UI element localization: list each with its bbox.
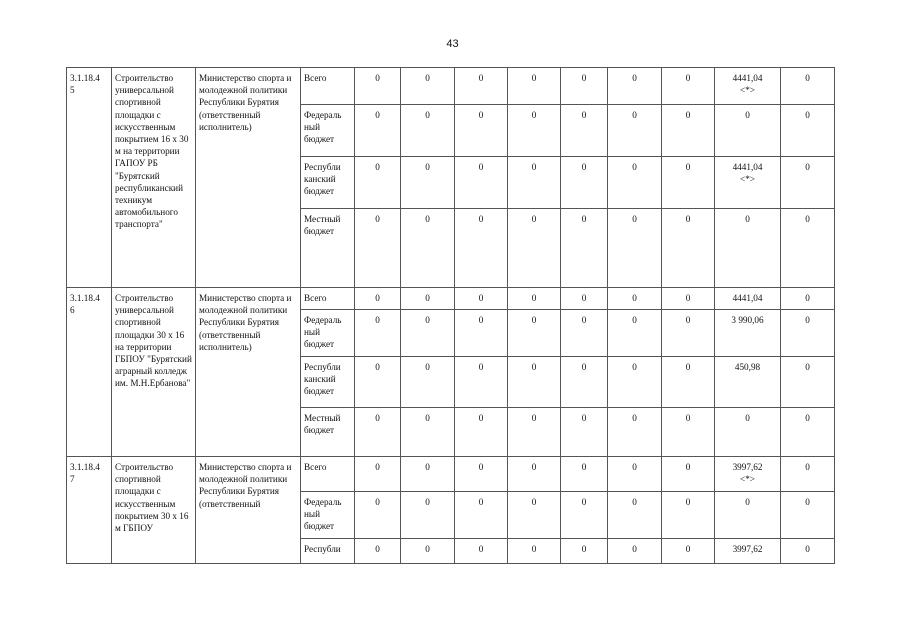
- budget-table: [66, 67, 835, 564]
- table-row: [67, 288, 835, 310]
- amount-cell: 0: [715, 408, 781, 457]
- amount-cell: 0: [401, 492, 455, 539]
- amount-cell: 0: [455, 539, 508, 564]
- funding-source: Республи канский бюджет: [301, 157, 355, 209]
- amount-cell: 0: [401, 209, 455, 288]
- amount-cell: 0: [508, 310, 561, 357]
- funding-source: Местный бюджет: [301, 209, 355, 288]
- funding-source: Всего: [301, 457, 355, 492]
- amount-cell: 0: [662, 457, 715, 492]
- amount-cell: 0: [401, 157, 455, 209]
- responsible-executor: Министерство спорта и молодежной политики Республики Бурятия (ответственный исполнитель): [196, 288, 301, 457]
- amount-cell: 0: [455, 157, 508, 209]
- funding-source: Федераль ный бюджет: [301, 105, 355, 157]
- table-row: [67, 457, 835, 492]
- amount-cell: 0: [715, 209, 781, 288]
- amount-cell: 0: [508, 288, 561, 310]
- amount-cell: 0: [561, 457, 608, 492]
- amount-cell: 0: [662, 209, 715, 288]
- funding-source: Республи канский бюджет: [301, 357, 355, 408]
- amount-cell: 0: [508, 68, 561, 105]
- measure-code: 3.1.18.4 7: [67, 457, 112, 564]
- responsible-executor: Министерство спорта и молодежной политики Республики Бурятия (ответственный исполнитель): [196, 68, 301, 288]
- amount-cell: 0: [662, 105, 715, 157]
- amount-cell: 0: [781, 105, 835, 157]
- responsible-executor: Министерство спорта и молодежной политики Республики Бурятия (ответственный: [196, 457, 301, 564]
- amount-cell: 0: [355, 209, 401, 288]
- amount-cell: 0: [781, 157, 835, 209]
- amount-cell: 0: [608, 310, 662, 357]
- amount-cell: 0: [608, 157, 662, 209]
- amount-cell: 0: [715, 105, 781, 157]
- amount-cell: 0: [781, 492, 835, 539]
- amount-cell: 0: [401, 105, 455, 157]
- amount-cell: 0: [781, 357, 835, 408]
- amount-cell: 0: [561, 408, 608, 457]
- amount-cell: 0: [455, 209, 508, 288]
- amount-cell: 0: [561, 157, 608, 209]
- amount-cell: 0: [401, 357, 455, 408]
- amount-cell: 0: [455, 288, 508, 310]
- amount-cell: 0: [781, 288, 835, 310]
- amount-cell: 4441,04 <*>: [715, 157, 781, 209]
- amount-cell: 0: [662, 288, 715, 310]
- amount-cell: 0: [781, 539, 835, 564]
- amount-cell: 0: [781, 209, 835, 288]
- amount-cell: 0: [608, 492, 662, 539]
- amount-cell: 0: [781, 68, 835, 105]
- amount-cell: 0: [455, 492, 508, 539]
- measure-name: Строительство универсальной спортивной площадки 30 х 16 на территории ГБПОУ "Бурятский аграрный колледж им. М.Н.Ербанова": [112, 288, 196, 457]
- amount-cell: 0: [355, 408, 401, 457]
- amount-cell: 0: [662, 357, 715, 408]
- amount-cell: 0: [508, 157, 561, 209]
- amount-cell: 0: [401, 408, 455, 457]
- amount-cell: 0: [608, 408, 662, 457]
- amount-cell: 0: [781, 457, 835, 492]
- amount-cell: 0: [355, 539, 401, 564]
- amount-cell: 0: [455, 457, 508, 492]
- amount-cell: 0: [662, 539, 715, 564]
- amount-cell: 0: [561, 105, 608, 157]
- amount-cell: 4441,04: [715, 288, 781, 310]
- amount-cell: 0: [401, 68, 455, 105]
- page-number: 43: [446, 38, 459, 50]
- amount-cell: 0: [455, 310, 508, 357]
- measure-name: Строительство универсальной спортивной площадки с искусственным покрытием 16 х 30 м на территории ГАПОУ РБ "Бурятский республиканский техникум автомобильного транспорта": [112, 68, 196, 288]
- amount-cell: 0: [355, 492, 401, 539]
- amount-cell: 0: [608, 209, 662, 288]
- amount-cell: 0: [355, 357, 401, 408]
- amount-cell: 0: [508, 408, 561, 457]
- amount-cell: 0: [401, 539, 455, 564]
- amount-cell: 0: [355, 157, 401, 209]
- amount-cell: 0: [455, 68, 508, 105]
- amount-cell: 0: [401, 310, 455, 357]
- amount-cell: 0: [561, 539, 608, 564]
- amount-cell: 0: [561, 68, 608, 105]
- amount-cell: 0: [662, 408, 715, 457]
- amount-cell: 0: [608, 105, 662, 157]
- measure-name: Строительство спортивной площадки с искусственным покрытием 30 х 16 м ГБПОУ: [112, 457, 196, 564]
- amount-cell: 3 990,06: [715, 310, 781, 357]
- amount-cell: 0: [355, 68, 401, 105]
- amount-cell: 0: [508, 457, 561, 492]
- amount-cell: 0: [401, 457, 455, 492]
- amount-cell: 0: [455, 357, 508, 408]
- amount-cell: 0: [608, 288, 662, 310]
- amount-cell: 0: [508, 105, 561, 157]
- measure-code: 3.1.18.4 6: [67, 288, 112, 457]
- amount-cell: 3997,62: [715, 539, 781, 564]
- funding-source: Местный бюджет: [301, 408, 355, 457]
- amount-cell: 0: [401, 288, 455, 310]
- amount-cell: 4441,04 <*>: [715, 68, 781, 105]
- amount-cell: 0: [715, 492, 781, 539]
- amount-cell: 0: [561, 288, 608, 310]
- amount-cell: 0: [561, 492, 608, 539]
- table-row: [67, 68, 835, 105]
- amount-cell: 0: [355, 310, 401, 357]
- funding-source: Всего: [301, 288, 355, 310]
- funding-source: Федераль ный бюджет: [301, 310, 355, 357]
- amount-cell: 0: [355, 457, 401, 492]
- amount-cell: 0: [508, 492, 561, 539]
- amount-cell: 0: [662, 492, 715, 539]
- amount-cell: 0: [355, 105, 401, 157]
- amount-cell: 0: [508, 209, 561, 288]
- amount-cell: 0: [561, 310, 608, 357]
- amount-cell: 0: [561, 209, 608, 288]
- amount-cell: 0: [608, 68, 662, 105]
- funding-source: Федераль ный бюджет: [301, 492, 355, 539]
- amount-cell: 0: [608, 539, 662, 564]
- amount-cell: 0: [781, 310, 835, 357]
- amount-cell: 0: [608, 357, 662, 408]
- funding-source: Республи: [301, 539, 355, 564]
- amount-cell: 0: [662, 310, 715, 357]
- amount-cell: 0: [355, 288, 401, 310]
- measure-code: 3.1.18.4 5: [67, 68, 112, 288]
- amount-cell: 0: [508, 357, 561, 408]
- amount-cell: 0: [455, 105, 508, 157]
- amount-cell: 0: [455, 408, 508, 457]
- amount-cell: 0: [508, 539, 561, 564]
- amount-cell: 450,98: [715, 357, 781, 408]
- amount-cell: 0: [608, 457, 662, 492]
- funding-source: Всего: [301, 68, 355, 105]
- amount-cell: 0: [662, 68, 715, 105]
- amount-cell: 0: [781, 408, 835, 457]
- amount-cell: 3997,62 <*>: [715, 457, 781, 492]
- amount-cell: 0: [561, 357, 608, 408]
- amount-cell: 0: [662, 157, 715, 209]
